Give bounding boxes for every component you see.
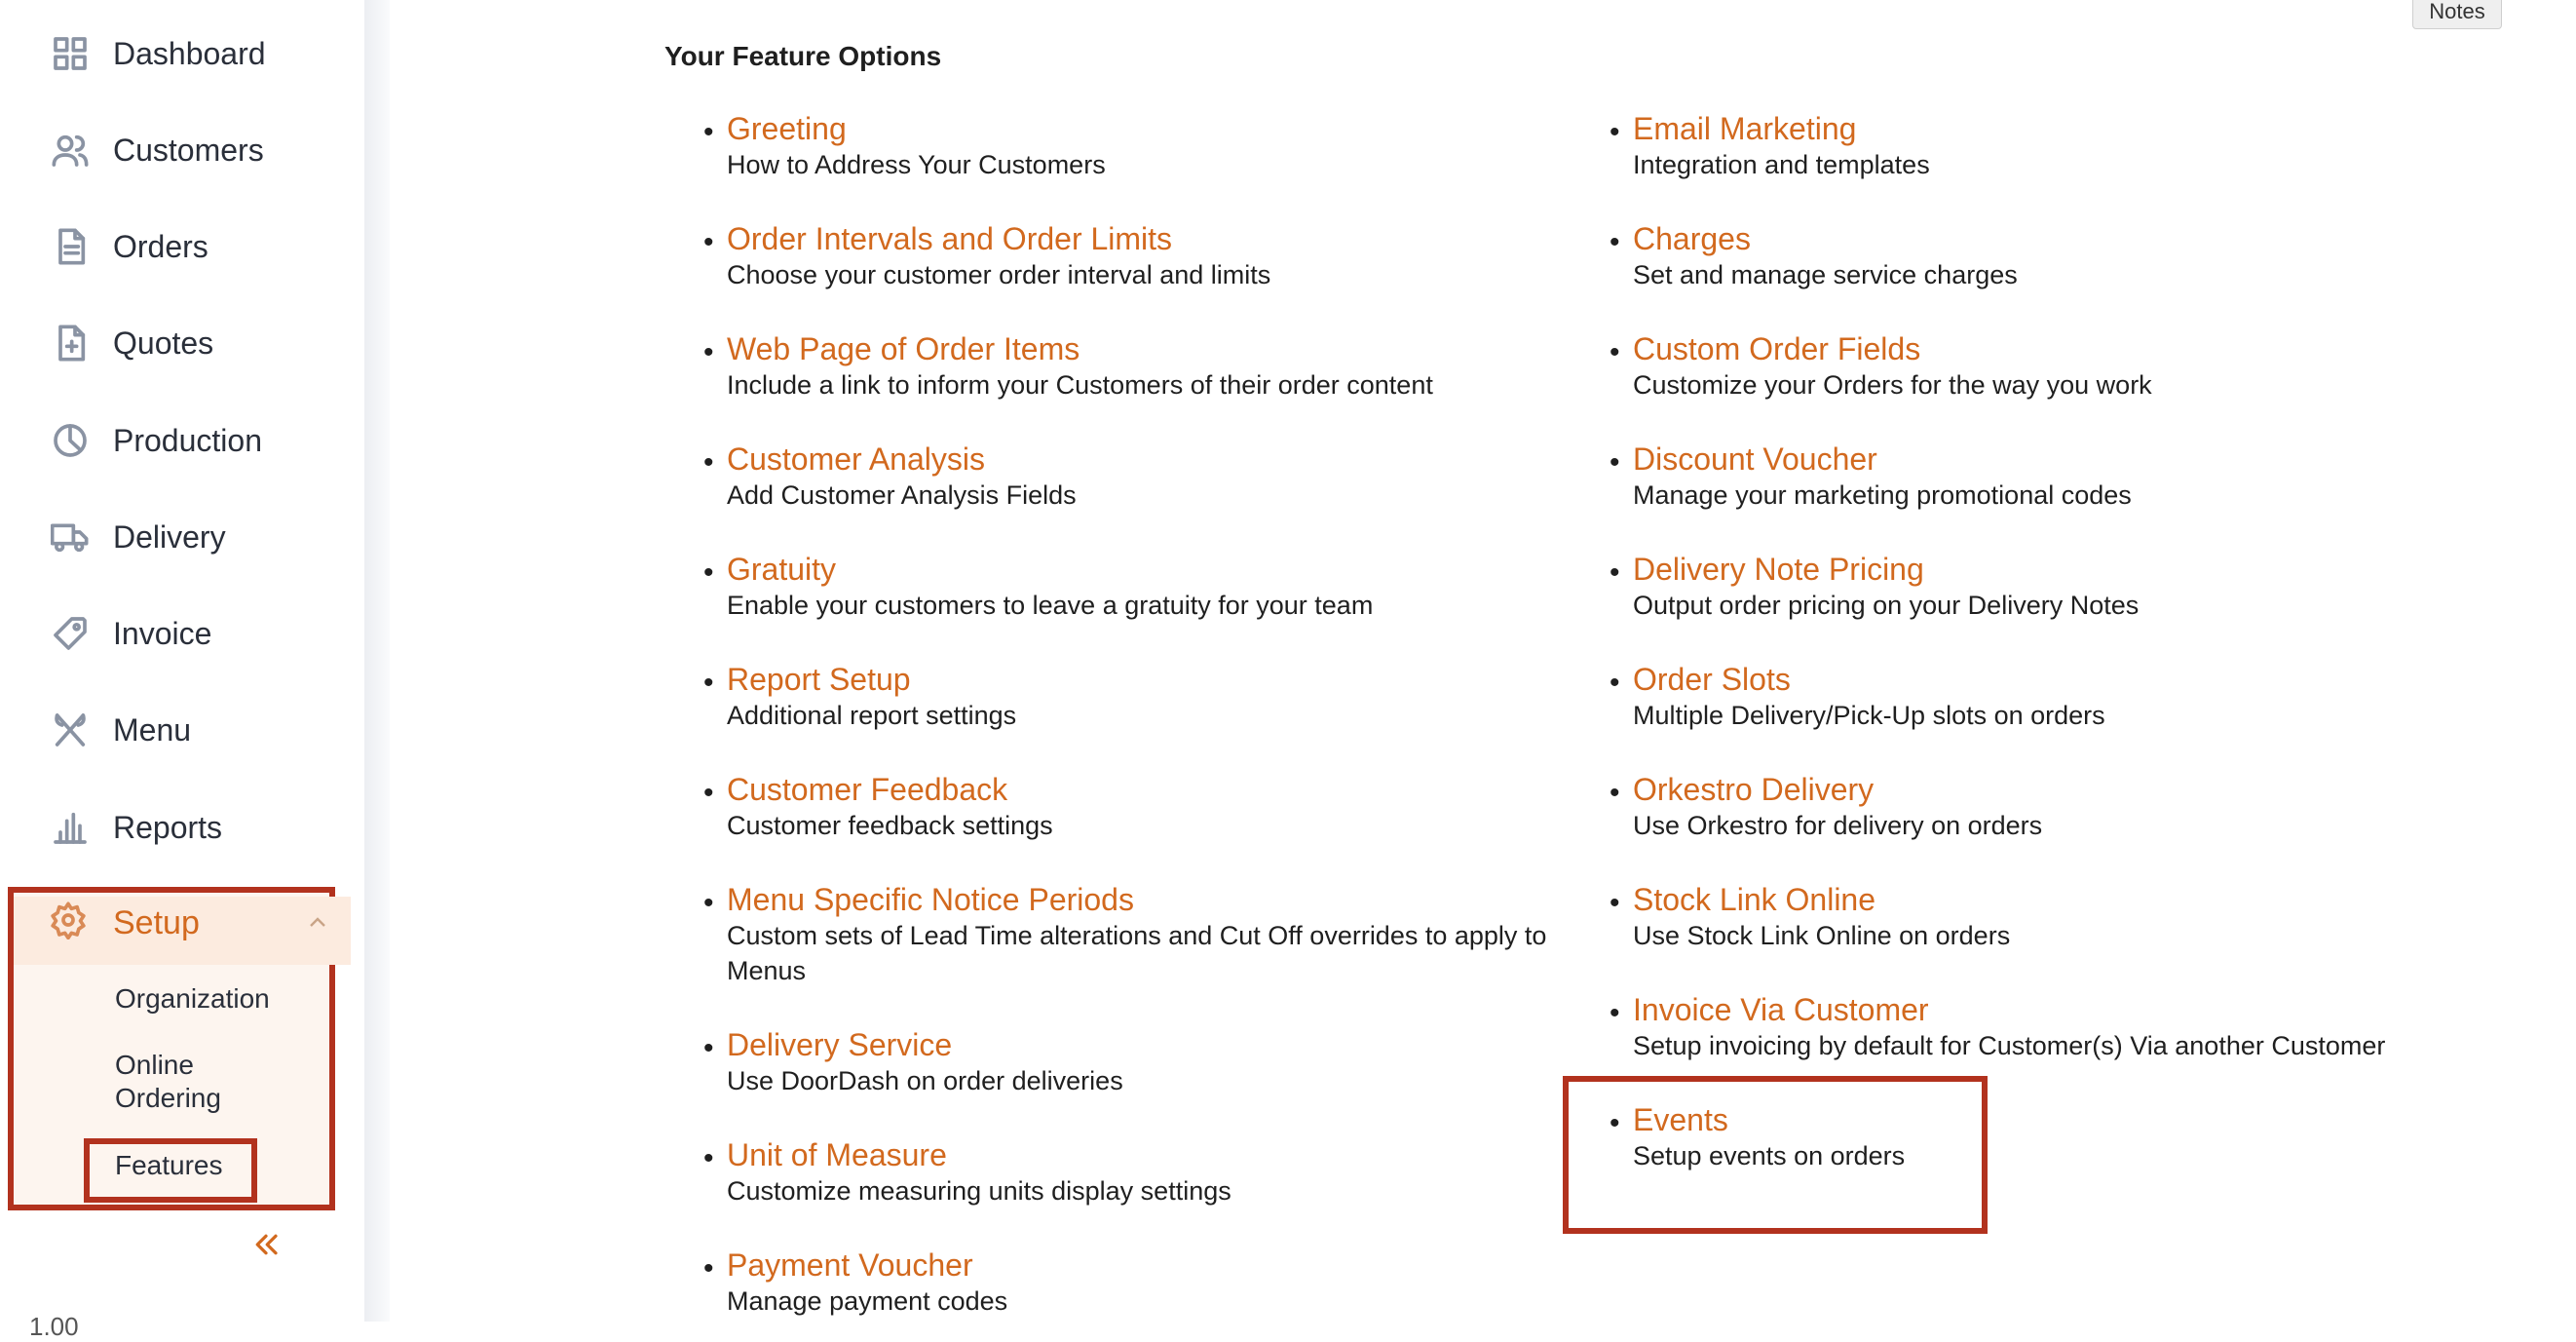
- feature-description: Customize measuring units display settings: [727, 1176, 1231, 1206]
- sidebar-item-label: Delivery: [113, 518, 226, 555]
- sidebar-item-orders[interactable]: [0, 203, 364, 290]
- feature-link[interactable]: Stock Link Online: [1633, 882, 1876, 917]
- sidebar-subitem-features[interactable]: Features: [115, 1150, 223, 1180]
- feature-link[interactable]: Unit of Measure: [727, 1137, 947, 1172]
- sidebar-item-reports[interactable]: [0, 784, 364, 871]
- double-chevron-left-icon[interactable]: [251, 1230, 281, 1259]
- sidebar-item-label: Production: [113, 422, 262, 458]
- gear-icon: [49, 901, 92, 943]
- feature-description: Customer feedback settings: [727, 811, 1053, 840]
- grid-icon: [49, 32, 92, 75]
- feature-orkestro-delivery: • Orkestro Delivery Use Orkestro for delivery on orders: [1633, 771, 2510, 843]
- feature-link[interactable]: Customer Feedback: [727, 772, 1008, 807]
- sidebar-item-dashboard[interactable]: [0, 10, 364, 97]
- feature-link[interactable]: Web Page of Order Items: [727, 331, 1080, 366]
- feature-link[interactable]: Order Slots: [1633, 662, 1791, 697]
- feature-description: Setup invoicing by default for Customer(s) Via another Customer: [1633, 1031, 2386, 1060]
- notes-button[interactable]: Notes: [2412, 0, 2502, 29]
- feature-link[interactable]: Discount Voucher: [1633, 441, 1877, 477]
- version-text: 1.00: [29, 1312, 79, 1341]
- feature-description: Additional report settings: [727, 701, 1017, 730]
- feature-order-slots: • Order Slots Multiple Delivery/Pick-Up slots on orders: [1633, 661, 2510, 733]
- feature-report-setup: • Report Setup Additional report settings: [727, 661, 1604, 733]
- feature-stock-link-online: • Stock Link Online Use Stock Link Online on orders: [1633, 881, 2510, 953]
- feature-description: Use Orkestro for delivery on orders: [1633, 811, 2043, 840]
- feature-delivery-service: • Delivery Service Use DoorDash on order deliveries: [727, 1026, 1604, 1098]
- page-title: Your Feature Options: [664, 41, 942, 71]
- feature-description: Set and manage service charges: [1633, 260, 2018, 289]
- feature-charges: • Charges Set and manage service charges: [1633, 220, 2510, 292]
- sidebar-item-label: Dashboard: [113, 35, 266, 71]
- tag-icon: [49, 612, 92, 655]
- sidebar-item-production[interactable]: [0, 397, 364, 484]
- feature-greeting: • Greeting How to Address Your Customers: [727, 110, 1604, 182]
- feature-custom-order-fields: • Custom Order Fields Customize your Orders for the way you work: [1633, 330, 2510, 403]
- feature-web-page-order-items: • Web Page of Order Items Include a link to inform your Customers of their order content: [727, 330, 1604, 403]
- sidebar-item-label: Orders: [113, 228, 208, 264]
- feature-invoice-via-customer: • Invoice Via Customer Setup invoicing by default for Customer(s) Via another Customer: [1633, 991, 2510, 1063]
- feature-description: Include a link to inform your Customers of their order content: [727, 370, 1433, 400]
- feature-email-marketing: • Email Marketing Integration and templates: [1633, 110, 2510, 182]
- feature-link[interactable]: Email Marketing: [1633, 111, 1857, 146]
- sidebar-item-customers[interactable]: [0, 106, 364, 194]
- document-plus-icon: [49, 322, 92, 364]
- feature-description: Choose your customer order interval and limits: [727, 260, 1271, 289]
- feature-description: Manage payment codes: [727, 1286, 1008, 1316]
- feature-description: How to Address Your Customers: [727, 150, 1106, 179]
- feature-customer-analysis: • Customer Analysis Add Customer Analysis Fields: [727, 441, 1604, 513]
- feature-events: • Events Setup events on orders: [1633, 1101, 2510, 1173]
- feature-link[interactable]: Payment Voucher: [727, 1247, 973, 1283]
- feature-description: Multiple Delivery/Pick-Up slots on orders: [1633, 701, 2105, 730]
- document-icon: [49, 225, 92, 268]
- sidebar-item-label: Reports: [113, 809, 223, 845]
- users-icon: [49, 129, 92, 172]
- feature-link[interactable]: Menu Specific Notice Periods: [727, 882, 1134, 917]
- sidebar-item-invoice[interactable]: [0, 590, 364, 677]
- feature-payment-voucher: • Payment Voucher Manage payment codes: [727, 1246, 1604, 1319]
- truck-icon: [49, 516, 92, 558]
- feature-description: Enable your customers to leave a gratuity for your team: [727, 591, 1374, 620]
- sidebar-item-setup-label: Setup: [113, 904, 200, 941]
- sidebar-item-menu[interactable]: [0, 686, 364, 774]
- sidebar-item-label: Invoice: [113, 615, 212, 651]
- feature-description: Add Customer Analysis Fields: [727, 480, 1077, 510]
- feature-order-intervals: • Order Intervals and Order Limits Choose your customer order interval and limits: [727, 220, 1604, 292]
- feature-link[interactable]: Events: [1633, 1102, 1728, 1137]
- feature-menu-specific-notice: • Menu Specific Notice Periods Custom sets of Lead Time alterations and Cut Off overrides to apply to Menus: [727, 881, 1555, 988]
- feature-link[interactable]: Report Setup: [727, 662, 911, 697]
- feature-link[interactable]: Order Intervals and Order Limits: [727, 221, 1173, 256]
- feature-link[interactable]: Delivery Service: [727, 1027, 953, 1062]
- feature-link[interactable]: Charges: [1633, 221, 1751, 256]
- feature-description: Custom sets of Lead Time alterations and Cut Off overrides to apply to Menus: [727, 921, 1547, 985]
- feature-link[interactable]: Delivery Note Pricing: [1633, 552, 1924, 587]
- pie-chart-icon: [49, 419, 92, 462]
- sidebar-item-label: Menu: [113, 711, 192, 748]
- sidebar: [0, 0, 364, 1341]
- feature-description: Customize your Orders for the way you work: [1633, 370, 2152, 400]
- bar-chart-icon: [49, 806, 92, 849]
- sidebar-subitem-organization[interactable]: Organization: [115, 983, 270, 1014]
- feature-gratuity: • Gratuity Enable your customers to leave a gratuity for your team: [727, 551, 1604, 623]
- feature-description: Integration and templates: [1633, 150, 1930, 179]
- feature-description: Manage your marketing promotional codes: [1633, 480, 2132, 510]
- sidebar-shadow: [364, 0, 390, 1322]
- feature-link[interactable]: Custom Order Fields: [1633, 331, 1921, 366]
- feature-description: Use Stock Link Online on orders: [1633, 921, 2011, 950]
- feature-customer-feedback: • Customer Feedback Customer feedback settings: [727, 771, 1604, 843]
- feature-delivery-note-pricing: • Delivery Note Pricing Output order pricing on your Delivery Notes: [1633, 551, 2510, 623]
- utensils-icon: [49, 709, 92, 751]
- feature-discount-voucher: • Discount Voucher Manage your marketing promotional codes: [1633, 441, 2510, 513]
- chevron-up-icon[interactable]: [306, 910, 329, 934]
- sidebar-subitem-online-ordering[interactable]: Online Ordering: [115, 1050, 221, 1113]
- feature-link[interactable]: Greeting: [727, 111, 847, 146]
- sidebar-item-quotes[interactable]: [0, 299, 364, 387]
- feature-link[interactable]: Orkestro Delivery: [1633, 772, 1875, 807]
- feature-link[interactable]: Customer Analysis: [727, 441, 985, 477]
- sidebar-item-label: Customers: [113, 132, 264, 168]
- feature-description: Use DoorDash on order deliveries: [727, 1066, 1123, 1095]
- feature-link[interactable]: Gratuity: [727, 552, 837, 587]
- sidebar-item-delivery[interactable]: [0, 493, 364, 581]
- feature-description: Setup events on orders: [1633, 1141, 1906, 1170]
- feature-link[interactable]: Invoice Via Customer: [1633, 992, 1929, 1027]
- feature-unit-of-measure: • Unit of Measure Customize measuring units display settings: [727, 1136, 1604, 1208]
- sidebar-item-label: Quotes: [113, 325, 214, 361]
- feature-description: Output order pricing on your Delivery Notes: [1633, 591, 2140, 620]
